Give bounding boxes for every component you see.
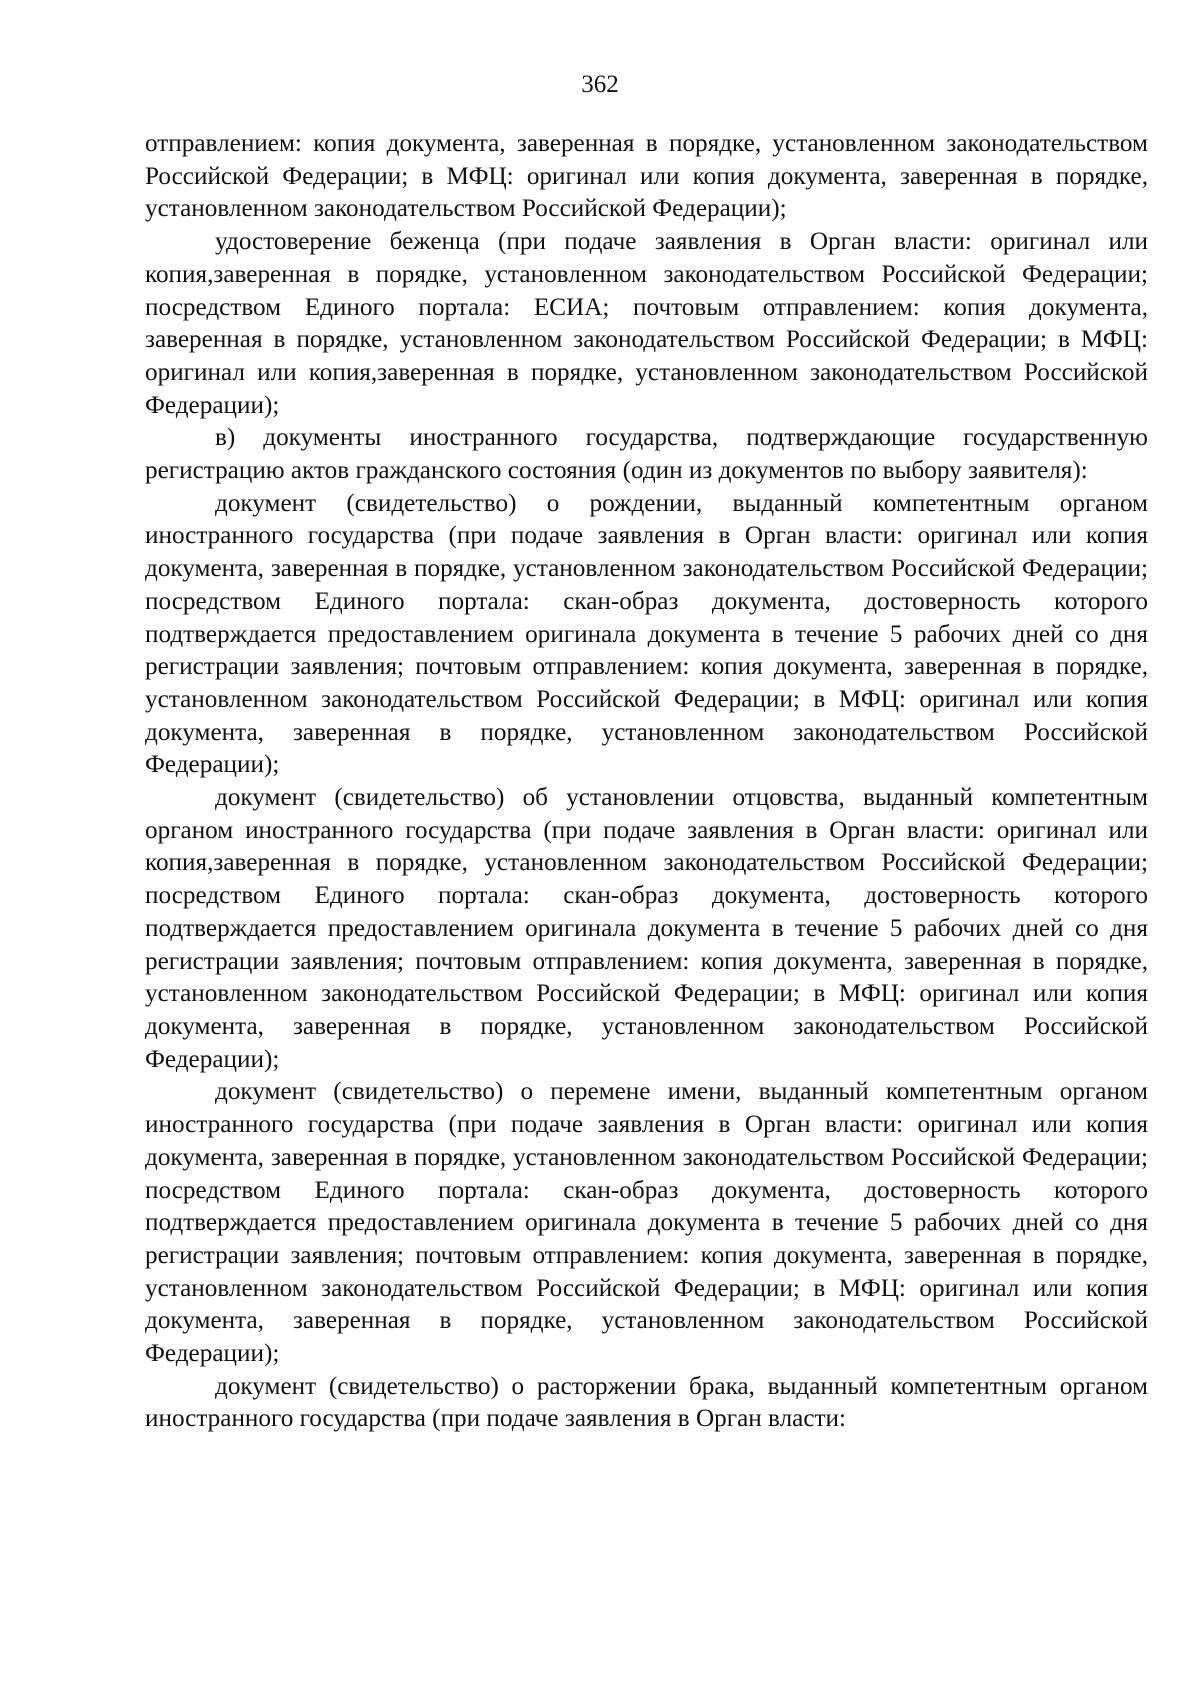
paragraph-continuation: отправлением: копия документа, заверенная в порядке, установленном законодательством Российской Федерации; в МФЦ: оригинал или копия документа, заверенная в порядке, установленном законодательством Российской Федерации); [145, 130, 1148, 223]
paragraph-divorce-certificate: документ (свидетельство) о расторжении брака, выданный компетентным органом иностранного государства (при подаче заявления в Орган власти: [145, 1372, 1148, 1433]
paragraph-paternity-certificate: документ (свидетельство) об установлении отцовства, выданный компетентным органом иностранного государства (при подаче заявления в Орган власти: оригинал или копия,заверенная в порядке, установленном законодательством Российской Федерации; посредством Единого портала: скан-образ документа, достоверность которого подтверждается предоставлением оригинала документа в течение 5 рабочих дней со дня регистрации заявления; почтовым отправлением: копия документа, заверенная в порядке, установленном законодательством Российской Федерации; в МФЦ: оригинал или копия документа, заверенная в порядке, установленном законодательством Российской Федерации); [145, 784, 1148, 1073]
page-number: 362 [581, 71, 619, 98]
paragraph-birth-certificate: документ (свидетельство) о рождении, выданный компетентным органом иностранного государства (при подаче заявления в Орган власти: оригинал или копия документа, заверенная в порядке, установленном законодательством Российской Федерации; посредством Единого портала: скан-образ документа, достоверность которого подтверждается предоставлением оригинала документа в течение 5 рабочих дней со дня регистрации заявления; почтовым отправлением: копия документа, заверенная в порядке, установленном законодательством Российской Федерации; в МФЦ: оригинал или копия документа, заверенная в порядке, установленном законодательством Российской Федерации); [145, 489, 1148, 779]
document-body [145, 128, 1148, 1436]
paragraph-name-change-certificate: документ (свидетельство) о перемене имени, выданный компетентным органом иностранного государства (при подаче заявления в Орган власти: оригинал или копия документа, заверенная в порядке, установленном законодательством Российской Федерации; посредством Единого портала: скан-образ документа, достоверность которого подтверждается предоставлением оригинала документа в течение 5 рабочих дней со дня регистрации заявления; почтовым отправлением: копия документа, заверенная в порядке, установленном законодательством Российской Федерации; в МФЦ: оригинал или копия документа, заверенная в порядке, установленном законодательством Российской Федерации); [145, 1078, 1148, 1368]
paragraph-foreign-documents-heading: в) документы иностранного государства, подтверждающие государственную регистрацию актов гражданского состояния (один из документов по выбору заявителя): [145, 424, 1148, 485]
paragraph-refugee-certificate: удостоверение беженца (при подаче заявления в Орган власти: оригинал или копия,заверенная в порядке, установленном законодательством Российской Федерации; посредством Единого портала: ЕСИА; почтовым отправлением: копия документа, заверенная в порядке, установленном законодательством Российской Федерации; в МФЦ: оригинал или копия,заверенная в порядке, установленном законодательством Российской Федерации); [145, 228, 1148, 419]
